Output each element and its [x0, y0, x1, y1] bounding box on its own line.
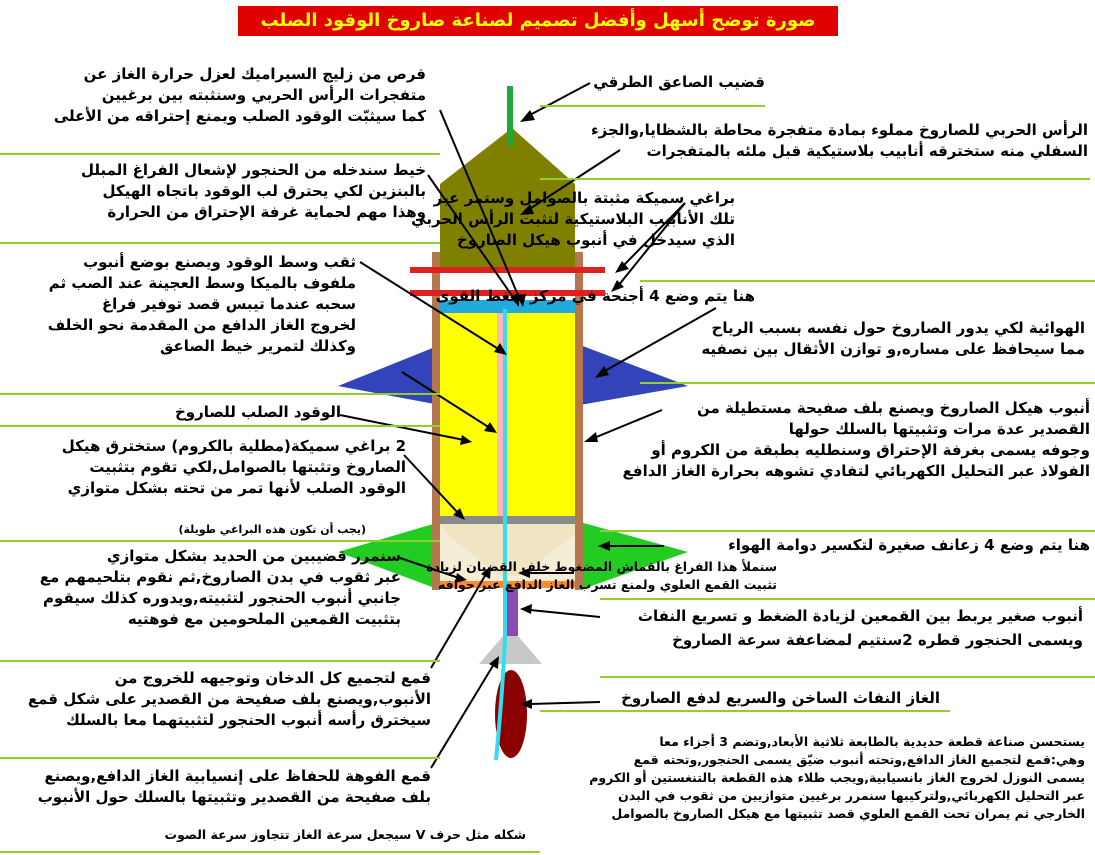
underline [540, 178, 1090, 180]
underline [600, 530, 1095, 532]
arrow-stabilizer-fin [603, 308, 716, 372]
label-fuel-screws: 2 براغي سميكة(مطلية بالكروم) ستخترق هيكل الصاروخ وتثبتها بالصوامل,لكي تقوم بتثبيت الوقود الصلب لأنها تمر من تحته بشكل متوازي [61, 437, 406, 497]
underline [0, 851, 540, 853]
label-stabilizer-fins-detail: الهوائية لكي يدور الصاروخ حول نفسه بسبب الرياح مما سيحافظ على مساره,و توازن الأثقال بين نصفيه [701, 319, 1085, 358]
arrow-nozzle [431, 664, 494, 768]
underline [0, 540, 440, 542]
underline [0, 757, 440, 759]
label-fuel-screws-note: (يجب أن تكون هذه البراغي طويلة) [178, 523, 366, 536]
underline [540, 105, 765, 107]
label-casing: أنبوب هيكل الصاروخ ويصنع بلف صفيحة مستطيلة من القصدير عدة مرات وتثبيتها بالسلك حولها وجوفه يسمى بغرفة الإحتراق وسنطليه بطبقة من الكروم أو الفولاذ عبر التحليل الكهربائي لتفادي تشوهه بحرارة الغاز الدافع [622, 399, 1090, 480]
page-title: صورة توضح أسهل وأفضل تصميم لصناعة صاروخ الوقود الصلب [238, 6, 838, 36]
underline [600, 598, 1095, 600]
label-center-bore: ثقب وسط الوقود ويصنع بوضع أنبوب ملفوف بالميكا وسط العجينة عند الصب ثم سحبه عندما تيبس قصد توفير فراغ لخروج الغاز الدافع من المقدمة نحو الخلف وكذلك لتمرير خيط الصاعق [47, 253, 356, 355]
label-nozzle-shape: شكله مثل حرف V سيجعل سرعة الغاز تتجاوز سرعة الصوت [164, 827, 526, 842]
solid-fuel [440, 313, 575, 516]
fuse-rod [507, 86, 513, 146]
underline [640, 382, 1095, 384]
label-stabilizer-fins: هنا يتم وضع 4 أجنحة في مركز ضغط القوى [435, 287, 755, 305]
underline [0, 425, 440, 427]
label-warhead: الرأس الحربي للصاروخ مملوء بمادة متفجرة محاطة بالشظايا,والجزء السفلي منه ستخترقه أنابيب بلاستيكية قبل ملئه بالمتفجرات [590, 121, 1088, 160]
underline [0, 242, 440, 244]
arrow-exhaust [530, 702, 600, 704]
label-iron-rods: سنمرر قضيبين من الحديد بشكل متوازي عبر ثقوب في بدن الصاروخ,ثم نقوم بتلحيمهم مع جانبي أنبوب الحنجور لتثبيته,ويدوره كذلك سيقوم بتثبيت القمعين الملحومين مع فوهتيه [39, 547, 401, 628]
label-fabric-fill: سنملأ هذا الفراغ بالقماش المضغوط خلف القضبان لزيادة تثبيت القمع العلوي ولمنع تسرب الغاز الدافع عبر حوافه [426, 559, 777, 592]
label-fuse-rod: قضيب الصاعق الطرقي [593, 73, 765, 91]
label-nozzle: قمع الفوهة للحفاظ على إنسيابية الغاز الدافع,ويصنع بلف صفيحة من القصدير وتثبيتها بالسلك حول الأنبوب [37, 767, 431, 806]
label-ceramic-disc: قرص من زليج السيراميك لعزل حرارة الغاز عن متفجرات الرأس الحربي وسنثبته بين برغيين كما سيثبّت الوقود الصلب ويمنع إحتراقه من الأعلى [53, 65, 426, 125]
underline [0, 153, 440, 155]
arrow-throat [530, 610, 600, 617]
underline [540, 710, 950, 712]
label-vortex-fins: هنا يتم وضع 4 زعانف صغيرة لتكسير دوامة الهواء [728, 536, 1090, 554]
underline [0, 660, 440, 662]
label-fuse-wire: خيط سندخله من الحنجور لإشعال الفراغ المبلل بالبنزين لكي يحترق لب الوقود باتجاه الهيكل وهذا مهم لحماية غرفة الإحتراق من الحرارة [80, 161, 426, 221]
label-solid-fuel: الوقود الصلب للصاروخ [174, 403, 341, 421]
label-exhaust: الغاز النفاث الساخن والسريع لدفع الصاروخ [621, 689, 940, 707]
label-throat: أنبوب صغير يربط بين القمعين لزيادة الضغط و تسريع النفاث ويسمى الحنجور قطره 2سنتيم لمضاعفة سرعة الصاروخ [637, 607, 1083, 649]
arrow-fuse-rod [528, 83, 590, 116]
label-nozzle-piece: يستحسن صناعة قطعة حديدية بالطابعة ثلاثية الأبعاد,وتضم 3 أجزاء معا وهي:قمع لتجميع الغاز الدافع,وتحته أنبوب ضيّق يسمى الحنجور,وتحته قمع يسمى النوزل لخروج الغاز بانسيابية,ويجب طلاء هذه القطعة بالتنغستين أو الكروم عبر التحليل الكهربائي,ولتركيبها سنمرر برغيين متوازيين من ثقوب في البدن الخارجي ثم يمران تحت القمع العلوي قصد تثبيتها مع هيكل الصاروخ بالصوامل [589, 734, 1085, 821]
underline [640, 280, 1095, 282]
label-upper-funnel: قمع لتجميع كل الدخان وتوجيهه للخروج من الأنبوب,ويصنع بلف صفيحة من القصدير على شكل قمع سيخترق رأسه أنبوب الحنجور لتثبيتهما معا بالسلك [27, 669, 431, 729]
underline [600, 676, 1095, 678]
nozzle-funnel [479, 636, 542, 664]
label-warhead-screws: براغي سميكة مثبتة بالصوامل وستمر عبر تلك الأنابيب البلاستيكية لتثبت الرأس الحربي الذي سيدخل في أنبوب هيكل الصاروخ [411, 189, 735, 249]
underline [0, 393, 440, 395]
